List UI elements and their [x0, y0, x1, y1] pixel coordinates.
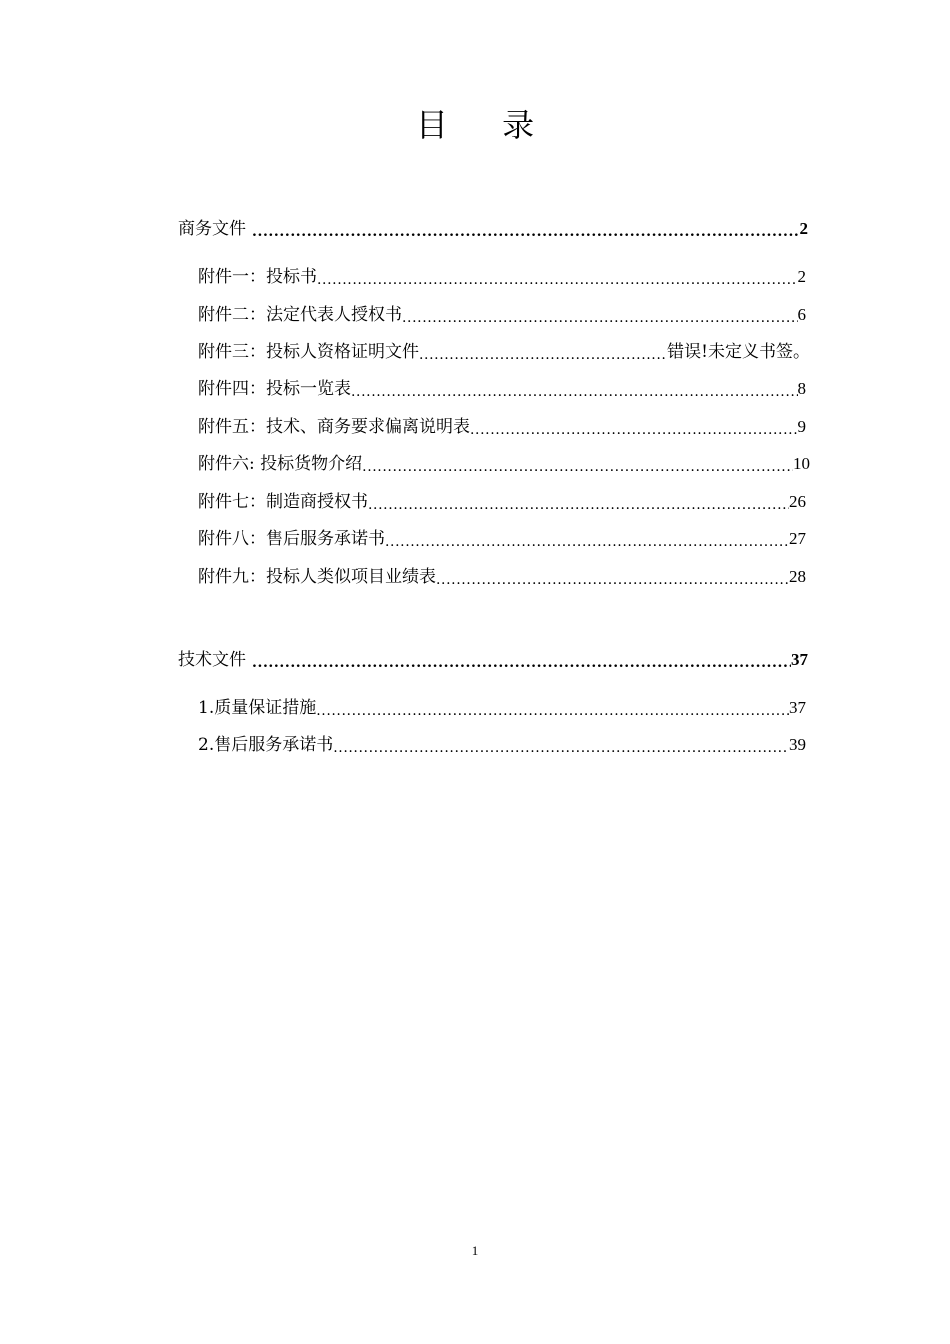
toc-leader — [419, 340, 667, 364]
toc-entry[interactable] — [198, 490, 806, 514]
toc-entry-label: 附件八：售后服务承诺书 — [198, 529, 385, 549]
toc-entry[interactable] — [198, 565, 806, 589]
toc-page-number: 28 — [789, 567, 806, 586]
toc-leader — [368, 490, 789, 514]
toc-leader — [317, 265, 798, 289]
toc-leader — [252, 217, 800, 241]
toc-entry[interactable] — [198, 377, 806, 401]
toc-page-number: 6 — [797, 305, 806, 324]
toc-page-number: 27 — [789, 529, 806, 548]
toc-entry-label: 附件五：技术、商务要求偏离说明表 — [198, 417, 470, 437]
toc-entry-label: 附件九：投标人类似项目业绩表 — [198, 567, 436, 587]
toc-entry-label: 附件七：制造商授权书 — [198, 492, 368, 512]
toc-page-number: 26 — [789, 492, 806, 511]
toc-entry-label: 附件三：投标人资格证明文件 — [198, 342, 419, 362]
toc-leader — [362, 452, 793, 476]
toc-section-technical[interactable] — [178, 648, 808, 672]
toc-entry[interactable] — [198, 265, 806, 289]
toc-page-number: 39 — [789, 735, 806, 754]
toc-page-number: 2 — [799, 219, 808, 238]
toc-entry[interactable] — [198, 415, 806, 439]
toc-entry[interactable] — [198, 452, 810, 476]
toc-leader — [252, 648, 791, 672]
page-number-footer: 1 — [471, 1243, 479, 1258]
toc-leader — [470, 415, 798, 439]
toc-leader — [333, 733, 789, 757]
toc-page-number: 错误!未定义书签。 — [667, 342, 810, 362]
toc-entry[interactable] — [198, 340, 810, 364]
toc-title: 目 录 — [415, 106, 557, 144]
toc-page-number: 9 — [797, 417, 806, 436]
toc-entry-label: 2.售后服务承诺书 — [198, 735, 334, 755]
toc-page-number: 37 — [789, 698, 806, 717]
toc-leader — [385, 527, 789, 551]
toc-page-number: 8 — [797, 379, 806, 398]
toc-section-label: 商务文件 — [178, 219, 246, 239]
toc-entry-label: 附件一：投标书 — [198, 267, 317, 287]
toc-entry[interactable] — [198, 733, 806, 757]
toc-entry-label: 1.质量保证措施 — [198, 698, 317, 718]
toc-entry[interactable] — [198, 303, 806, 327]
toc-entry-label: 附件四：投标一览表 — [198, 379, 351, 399]
toc-page-number: 2 — [797, 267, 806, 286]
toc-page-number: 10 — [793, 454, 810, 473]
toc-section-business[interactable] — [178, 217, 808, 241]
toc-leader — [436, 565, 789, 589]
toc-leader — [351, 377, 798, 401]
toc-entry[interactable] — [198, 527, 806, 551]
toc-leader — [316, 696, 789, 720]
toc-entry[interactable] — [198, 696, 806, 720]
toc-leader — [402, 303, 798, 327]
toc-page-number: 37 — [791, 650, 808, 669]
toc-section-label: 技术文件 — [178, 650, 246, 670]
toc-entry-label: 附件六: 投标货物介绍 — [198, 454, 363, 474]
toc-entry-label: 附件二：法定代表人授权书 — [198, 305, 402, 325]
